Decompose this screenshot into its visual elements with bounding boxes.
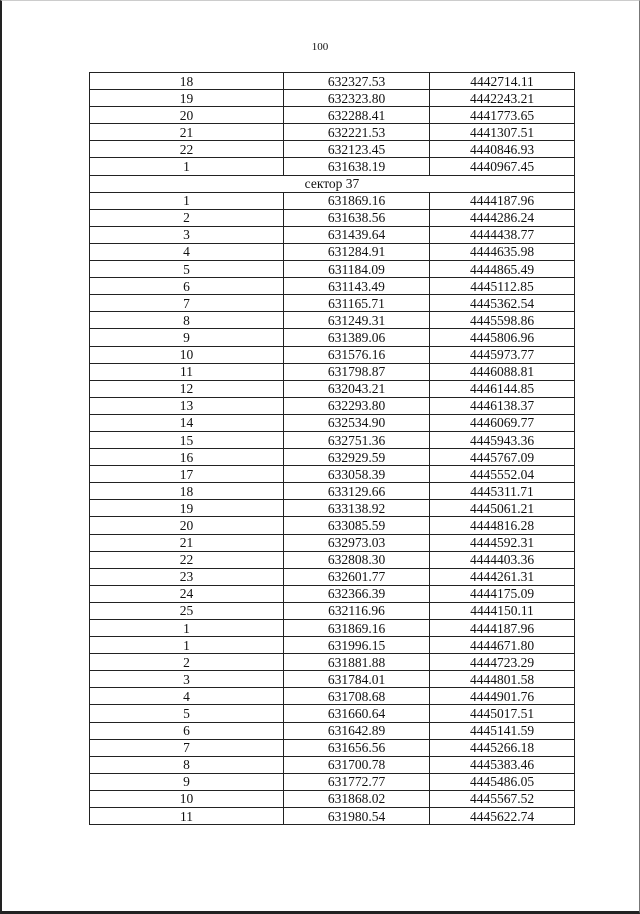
y-coordinate-cell: 4444286.24 bbox=[430, 209, 575, 226]
x-coordinate-cell: 631660.64 bbox=[284, 705, 430, 722]
point-number-cell: 10 bbox=[90, 790, 284, 807]
sector-label: сектор 37 bbox=[90, 175, 575, 192]
point-number-cell: 22 bbox=[90, 141, 284, 158]
x-coordinate-cell: 631143.49 bbox=[284, 278, 430, 295]
table-row bbox=[90, 722, 575, 739]
y-coordinate-cell: 4440967.45 bbox=[430, 158, 575, 175]
page-number: 100 bbox=[311, 41, 329, 53]
table-row bbox=[90, 312, 575, 329]
point-number-cell: 23 bbox=[90, 568, 284, 585]
x-coordinate-cell: 631798.87 bbox=[284, 363, 430, 380]
point-number-cell: 19 bbox=[90, 500, 284, 517]
point-number-cell: 14 bbox=[90, 414, 284, 431]
point-number-cell: 3 bbox=[90, 671, 284, 688]
point-number-cell: 10 bbox=[90, 346, 284, 363]
point-number-cell: 6 bbox=[90, 722, 284, 739]
point-number-cell: 19 bbox=[90, 90, 284, 107]
table-row bbox=[90, 602, 575, 619]
y-coordinate-cell: 4446088.81 bbox=[430, 363, 575, 380]
x-coordinate-cell: 632929.59 bbox=[284, 449, 430, 466]
y-coordinate-cell: 4445943.36 bbox=[430, 431, 575, 448]
y-coordinate-cell: 4445806.96 bbox=[430, 329, 575, 346]
y-coordinate-cell: 4441773.65 bbox=[430, 107, 575, 124]
x-coordinate-cell: 631642.89 bbox=[284, 722, 430, 739]
y-coordinate-cell: 4444635.98 bbox=[430, 243, 575, 260]
table-row bbox=[90, 688, 575, 705]
y-coordinate-cell: 4444261.31 bbox=[430, 568, 575, 585]
y-coordinate-cell: 4444865.49 bbox=[430, 261, 575, 278]
x-coordinate-cell: 632123.45 bbox=[284, 141, 430, 158]
table-row bbox=[90, 73, 575, 90]
table-row bbox=[90, 790, 575, 807]
table-row bbox=[90, 295, 575, 312]
x-coordinate-cell: 632534.90 bbox=[284, 414, 430, 431]
y-coordinate-cell: 4445266.18 bbox=[430, 739, 575, 756]
y-coordinate-cell: 4445486.05 bbox=[430, 773, 575, 790]
point-number-cell: 9 bbox=[90, 329, 284, 346]
x-coordinate-cell: 632288.41 bbox=[284, 107, 430, 124]
table-row bbox=[90, 637, 575, 654]
y-coordinate-cell: 4444671.80 bbox=[430, 637, 575, 654]
table-row bbox=[90, 397, 575, 414]
table-row bbox=[90, 141, 575, 158]
y-coordinate-cell: 4445112.85 bbox=[430, 278, 575, 295]
point-number-cell: 7 bbox=[90, 739, 284, 756]
x-coordinate-cell: 631881.88 bbox=[284, 654, 430, 671]
point-number-cell: 11 bbox=[90, 808, 284, 825]
x-coordinate-cell: 632808.30 bbox=[284, 551, 430, 568]
y-coordinate-cell: 4445383.46 bbox=[430, 756, 575, 773]
table-row bbox=[90, 243, 575, 260]
x-coordinate-cell: 633058.39 bbox=[284, 466, 430, 483]
point-number-cell: 1 bbox=[90, 158, 284, 175]
coordinates-table bbox=[89, 72, 575, 825]
x-coordinate-cell: 631249.31 bbox=[284, 312, 430, 329]
point-number-cell: 20 bbox=[90, 517, 284, 534]
point-number-cell: 3 bbox=[90, 226, 284, 243]
y-coordinate-cell: 4445552.04 bbox=[430, 466, 575, 483]
table-row bbox=[90, 620, 575, 637]
x-coordinate-cell: 631165.71 bbox=[284, 295, 430, 312]
y-coordinate-cell: 4445973.77 bbox=[430, 346, 575, 363]
table-row bbox=[90, 380, 575, 397]
x-coordinate-cell: 631439.64 bbox=[284, 226, 430, 243]
point-number-cell: 4 bbox=[90, 243, 284, 260]
point-number-cell: 11 bbox=[90, 363, 284, 380]
point-number-cell: 20 bbox=[90, 107, 284, 124]
y-coordinate-cell: 4444187.96 bbox=[430, 192, 575, 209]
x-coordinate-cell: 632327.53 bbox=[284, 73, 430, 90]
y-coordinate-cell: 4442243.21 bbox=[430, 90, 575, 107]
y-coordinate-cell: 4446144.85 bbox=[430, 380, 575, 397]
x-coordinate-cell: 633138.92 bbox=[284, 500, 430, 517]
table-row bbox=[90, 90, 575, 107]
table-row bbox=[90, 568, 575, 585]
table-row bbox=[90, 261, 575, 278]
y-coordinate-cell: 4445622.74 bbox=[430, 808, 575, 825]
y-coordinate-cell: 4444816.28 bbox=[430, 517, 575, 534]
table-row bbox=[90, 671, 575, 688]
point-number-cell: 16 bbox=[90, 449, 284, 466]
table-row bbox=[90, 346, 575, 363]
table-row bbox=[90, 124, 575, 141]
x-coordinate-cell: 631638.56 bbox=[284, 209, 430, 226]
table-row bbox=[90, 551, 575, 568]
y-coordinate-cell: 4441307.51 bbox=[430, 124, 575, 141]
y-coordinate-cell: 4444187.96 bbox=[430, 620, 575, 637]
x-coordinate-cell: 632751.36 bbox=[284, 431, 430, 448]
point-number-cell: 22 bbox=[90, 551, 284, 568]
table-row bbox=[90, 654, 575, 671]
x-coordinate-cell: 632973.03 bbox=[284, 534, 430, 551]
y-coordinate-cell: 4445061.21 bbox=[430, 500, 575, 517]
x-coordinate-cell: 631980.54 bbox=[284, 808, 430, 825]
point-number-cell: 24 bbox=[90, 585, 284, 602]
y-coordinate-cell: 4445598.86 bbox=[430, 312, 575, 329]
x-coordinate-cell: 631772.77 bbox=[284, 773, 430, 790]
table-row bbox=[90, 466, 575, 483]
coordinates-table-body bbox=[90, 73, 575, 825]
point-number-cell: 5 bbox=[90, 705, 284, 722]
point-number-cell: 7 bbox=[90, 295, 284, 312]
y-coordinate-cell: 4444438.77 bbox=[430, 226, 575, 243]
point-number-cell: 12 bbox=[90, 380, 284, 397]
x-coordinate-cell: 631996.15 bbox=[284, 637, 430, 654]
y-coordinate-cell: 4444592.31 bbox=[430, 534, 575, 551]
y-coordinate-cell: 4445017.51 bbox=[430, 705, 575, 722]
y-coordinate-cell: 4446138.37 bbox=[430, 397, 575, 414]
point-number-cell: 6 bbox=[90, 278, 284, 295]
x-coordinate-cell: 631708.68 bbox=[284, 688, 430, 705]
x-coordinate-cell: 631184.09 bbox=[284, 261, 430, 278]
table-row bbox=[90, 517, 575, 534]
table-row bbox=[90, 483, 575, 500]
y-coordinate-cell: 4444403.36 bbox=[430, 551, 575, 568]
x-coordinate-cell: 631389.06 bbox=[284, 329, 430, 346]
y-coordinate-cell: 4445311.71 bbox=[430, 483, 575, 500]
table-row bbox=[90, 739, 575, 756]
table-row bbox=[90, 431, 575, 448]
sector-header-row bbox=[90, 175, 575, 192]
point-number-cell: 2 bbox=[90, 209, 284, 226]
point-number-cell: 13 bbox=[90, 397, 284, 414]
table-row bbox=[90, 226, 575, 243]
table-row bbox=[90, 107, 575, 124]
x-coordinate-cell: 631638.19 bbox=[284, 158, 430, 175]
x-coordinate-cell: 631869.16 bbox=[284, 192, 430, 209]
point-number-cell: 2 bbox=[90, 654, 284, 671]
y-coordinate-cell: 4444901.76 bbox=[430, 688, 575, 705]
x-coordinate-cell: 632601.77 bbox=[284, 568, 430, 585]
point-number-cell: 8 bbox=[90, 312, 284, 329]
table-row bbox=[90, 278, 575, 295]
point-number-cell: 1 bbox=[90, 637, 284, 654]
x-coordinate-cell: 632293.80 bbox=[284, 397, 430, 414]
y-coordinate-cell: 4444801.58 bbox=[430, 671, 575, 688]
table-row bbox=[90, 808, 575, 825]
table-row bbox=[90, 192, 575, 209]
point-number-cell: 21 bbox=[90, 534, 284, 551]
point-number-cell: 8 bbox=[90, 756, 284, 773]
table-row bbox=[90, 363, 575, 380]
table-row bbox=[90, 329, 575, 346]
table-row bbox=[90, 585, 575, 602]
y-coordinate-cell: 4445567.52 bbox=[430, 790, 575, 807]
x-coordinate-cell: 631784.01 bbox=[284, 671, 430, 688]
y-coordinate-cell: 4445767.09 bbox=[430, 449, 575, 466]
y-coordinate-cell: 4444175.09 bbox=[430, 585, 575, 602]
point-number-cell: 4 bbox=[90, 688, 284, 705]
x-coordinate-cell: 632116.96 bbox=[284, 602, 430, 619]
point-number-cell: 1 bbox=[90, 192, 284, 209]
y-coordinate-cell: 4445141.59 bbox=[430, 722, 575, 739]
y-coordinate-cell: 4445362.54 bbox=[430, 295, 575, 312]
table-row bbox=[90, 756, 575, 773]
point-number-cell: 17 bbox=[90, 466, 284, 483]
x-coordinate-cell: 631656.56 bbox=[284, 739, 430, 756]
x-coordinate-cell: 631700.78 bbox=[284, 756, 430, 773]
table-row bbox=[90, 449, 575, 466]
point-number-cell: 5 bbox=[90, 261, 284, 278]
x-coordinate-cell: 631284.91 bbox=[284, 243, 430, 260]
x-coordinate-cell: 631869.16 bbox=[284, 620, 430, 637]
table-row bbox=[90, 500, 575, 517]
table-row bbox=[90, 158, 575, 175]
x-coordinate-cell: 632043.21 bbox=[284, 380, 430, 397]
y-coordinate-cell: 4442714.11 bbox=[430, 73, 575, 90]
x-coordinate-cell: 632366.39 bbox=[284, 585, 430, 602]
x-coordinate-cell: 631576.16 bbox=[284, 346, 430, 363]
y-coordinate-cell: 4444150.11 bbox=[430, 602, 575, 619]
point-number-cell: 18 bbox=[90, 73, 284, 90]
y-coordinate-cell: 4444723.29 bbox=[430, 654, 575, 671]
y-coordinate-cell: 4440846.93 bbox=[430, 141, 575, 158]
table-row bbox=[90, 773, 575, 790]
table-row bbox=[90, 705, 575, 722]
x-coordinate-cell: 632323.80 bbox=[284, 90, 430, 107]
point-number-cell: 1 bbox=[90, 620, 284, 637]
y-coordinate-cell: 4446069.77 bbox=[430, 414, 575, 431]
table-row bbox=[90, 534, 575, 551]
table-row bbox=[90, 414, 575, 431]
point-number-cell: 18 bbox=[90, 483, 284, 500]
x-coordinate-cell: 633085.59 bbox=[284, 517, 430, 534]
point-number-cell: 9 bbox=[90, 773, 284, 790]
point-number-cell: 25 bbox=[90, 602, 284, 619]
point-number-cell: 15 bbox=[90, 431, 284, 448]
point-number-cell: 21 bbox=[90, 124, 284, 141]
x-coordinate-cell: 631868.02 bbox=[284, 790, 430, 807]
table-row bbox=[90, 209, 575, 226]
x-coordinate-cell: 633129.66 bbox=[284, 483, 430, 500]
x-coordinate-cell: 632221.53 bbox=[284, 124, 430, 141]
